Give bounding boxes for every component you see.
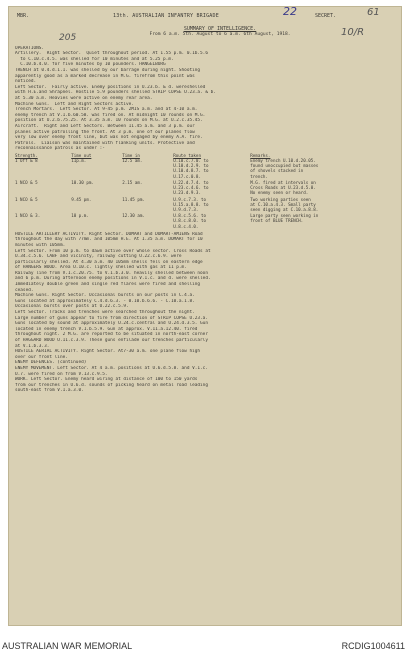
operations-section: [15, 46, 395, 152]
text-line: to C.10.c.4.5. was shelled for 10 minutes and at 5.25 p.m.: [15, 56, 174, 62]
table-cell: 11.45 pm.: [122, 196, 145, 202]
table-cell: U.9.c.7.3. to U.15.a.8.8. to U.9.d.7.3.: [173, 196, 209, 212]
table-row: [15, 158, 395, 180]
text-line: and 6 p.m. During afternoon enemy positions in V.1.c. and d. were shelled.: [15, 276, 211, 282]
text-line: apparently good as a marked decrease in M.G. firefrom this point was: [15, 73, 195, 79]
text-line: Left Sector. Tracks and trenches were searched throughout the night.: [15, 310, 195, 316]
text-line: Left Sector. Fairly active. Enemy positions in U.23.b. & d. wereshelled: [15, 84, 206, 90]
text-line: reconnaissance patrols as under :-: [15, 146, 105, 152]
text-line: from our trenches in U.6.d. sounds of picking heard on metal road leading: [15, 382, 208, 388]
table-cell: 12.30 am.: [122, 213, 145, 219]
hostile-activity-section: [15, 232, 395, 394]
table-cell: U.8.c.5.6. to U.8.c.8.0. to U.8.c.4.0.: [173, 213, 207, 229]
table-cell: 1 NCO & 5: [15, 196, 38, 202]
unit-title: 13th. AUSTRALIAN INFANTRY BRIGADE: [113, 13, 219, 19]
table-row: [15, 213, 395, 230]
text-line: planes active patrolling the front. At 3 p.m. one of our planes flow: [15, 129, 195, 135]
handwritten-number: 22: [283, 6, 297, 18]
archive-name: AUSTRALIAN WAR MEMORIAL: [2, 641, 133, 651]
table-cell: 10.30 pm.: [71, 179, 94, 185]
table-cell: U.10.c.7.0. to U.10.d.2.9. to U.10.d.8.7. to U.17.c.0.8.: [173, 158, 209, 179]
text-line: Guns located at approximately C.4.d.6.3. - 0.10.b.6.6. - C.10.a.1.8.: [15, 298, 195, 304]
text-line: C.10.b.4.0. for five minutes by 10 pounders. HANGELBURG: [15, 62, 166, 68]
text-line: over our front line.: [15, 354, 68, 360]
patrol-table: [15, 153, 395, 230]
table-cell: 1 Off & 8: [15, 158, 38, 164]
text-line: throughout night. 2 M.G. are reported to be situated in north-east corner: [15, 332, 208, 338]
table-cell: 2.15 am.: [122, 179, 143, 185]
reference-code: MBR.: [17, 13, 30, 19]
text-line: U.7. were fired on from V.13.c.9.5.: [15, 371, 108, 377]
text-line: Immediately double green and single red flares were fired and shelling: [15, 282, 201, 288]
handwritten-page-number: 61: [367, 7, 380, 18]
text-line: Trench Mortars. Left Sector. At 9-45 p.m. 2MIS a.m. and at 4-10 a.m.: [15, 107, 198, 113]
record-id: RCDIG1004611: [341, 641, 405, 651]
text-line: HOSTILE AERIAL ACTIVITY. Right Sector. At7-30 a.m. one plane flow high: [15, 349, 201, 355]
table-cell: 1 NCO & 5: [15, 179, 38, 185]
text-line: particularly shelled. At 4.30 a.m. 40 105mm shells fell on eastern edge: [15, 259, 203, 265]
handwritten-margin-left: 205: [59, 33, 77, 43]
table-cell: Large party seen working in front of BLUE TRENCH.: [250, 213, 319, 224]
text-line: U.34.c.5.6. CABF and vicinity, railway cutting U.22.c.6.9. were: [15, 254, 182, 260]
table-cell: 10 p.m.: [71, 213, 89, 219]
table-cell: 12.5 am.: [122, 158, 143, 164]
text-line: Occasional bursts over posts at U.22.c.5.9.: [15, 304, 129, 310]
text-line: position at U.2.b.75.25. At 3.35 a.m. 10 rounds on M.G. at U.2.c.35.45.: [15, 118, 203, 124]
text-line: Large number of guns appear to fire from direction of STRIP COPSE U.23.a.: [15, 315, 208, 321]
handwritten-margin-right: 10/R: [341, 27, 365, 38]
patrol-column-header: Remarks.: [250, 152, 271, 158]
text-line: noticed.: [15, 79, 37, 85]
archive-footer: [0, 630, 411, 654]
document-body: [15, 6, 395, 621]
table-cell: Enemy trench U.10.d.20.05. found unoccupied but masses of shovels stacked in trench.: [250, 158, 319, 179]
text-line: at 5.30 a.m. Heavies were active on enemy rear area.: [15, 95, 153, 101]
table-cell: Two working parties seen at C.10.a.4.3. Small party seen digging at C.10.a.8.8.: [250, 196, 319, 212]
patrol-column-header: Time in: [122, 152, 140, 158]
text-line: Artillery. Right Sector. Quiet throughout period. At 1.55 p.m. 0.1b.5.6: [15, 51, 208, 57]
table-cell: 1 NCO & 3.: [15, 213, 41, 219]
text-line: south-east from V.1.a.3.0.: [15, 388, 84, 394]
text-line: Aircraft. Right and Left Sectors. Between 11.45 a.m. and 3 p.m. our: [15, 123, 195, 129]
patrol-table-section: [15, 153, 395, 230]
text-line: ceased.: [15, 287, 34, 293]
text-line: ENEMY DEFENCES. (continued): [15, 360, 87, 366]
text-line: WORK. Left Sector. Enemy heard wiring at distance of 100 to 150 yards: [15, 377, 198, 383]
text-line: Guns located by sound at approximately U.24.c.central and U.24.d.3.5. Gun: [15, 321, 208, 327]
table-row: [15, 197, 395, 214]
patrol-column-header: Strength.: [15, 152, 38, 158]
report-period: From 6 a.m. 5th. August to 6 a.m. 6th August, 1918.: [149, 32, 291, 37]
text-line: Left Sector. From 10 p.m. to dawn active over whole sector. Cross Roads at: [15, 248, 211, 254]
patrol-column-header: Route taken: [173, 152, 201, 158]
text-line: of HAGGARD WOOD U.11.c.3.9. These guns enfilade our trenches particularly: [15, 338, 208, 343]
table-cell: 11p.m.: [71, 158, 87, 164]
text-line: HOSTILE ARTILLERY ACTIVITY. Right Sector. DOMART and DOMART-AMIENS Road: [15, 231, 203, 237]
text-line: TRENCH at 0.4.d.1.1. was shelled by our barrage during night. Shooting: [15, 67, 201, 73]
summary-title: SUMMARY OF INTELLIGENCE.: [183, 26, 257, 32]
text-line: minutes with 105mm.: [15, 242, 66, 248]
text-line: Machine Guns. Left and Right Sectors active.: [15, 101, 134, 107]
text-line: located in enemy trench V.1.b.5.9. Gun at approx. V.11.a.12.40. fired: [15, 326, 198, 332]
text-line: OPERATIONS.: [15, 45, 45, 51]
classification-label: SECRET.: [315, 13, 337, 19]
text-line: ENEMY MOVEMENT. Left Sector. At 4 a.m. positions at U.6.d.5.8. and V.1.c.: [15, 365, 208, 371]
text-line: Railway line from V.1.c.20.75. to V.1.b.3.0. heavily shelled between noon: [15, 270, 208, 276]
text-line: Machine Guns. Right Sector. Occasional bursts on our posts in C.4.a.: [15, 293, 195, 299]
table-cell: M.G. fired at intervals on Cross Roads at U.23.d.5.0. No enemy seen or heard.: [250, 179, 316, 196]
table-row: [15, 180, 395, 197]
text-line: Patrols. Liaison was maintained with flanking units. Protective and: [15, 140, 195, 146]
text-line: at V.1.b.3.3.: [15, 343, 50, 349]
patrol-column-header: Time out: [71, 152, 92, 158]
text-line: throughout the day with 77mm. and 105mm H.E. At 1.35 a.m. DOMART for 10: [15, 237, 203, 243]
text-line: of HANGERS WOOD. Area U.10.c. lightly shelled with gas at 11 p.m.: [15, 265, 187, 271]
text-line: enemy trench at V.1.b.60.58. was fired on. At midnight 10 rounds on M.G.: [15, 112, 206, 118]
text-line: with H.E.and Shrapnel. Hostile 5.9 pounders shelled STRIP COPSE U.23.a. & b.: [15, 90, 216, 96]
text-line: very low over enemy front line, but was not engaged by enemy A.A. fire.: [15, 135, 203, 141]
table-cell: U.22.d.7.4. to U.23.c.4.6. to U.23.d.9.3.: [173, 179, 209, 196]
table-cell: 9.45 pm.: [71, 196, 92, 202]
document-sheet: [8, 6, 402, 626]
